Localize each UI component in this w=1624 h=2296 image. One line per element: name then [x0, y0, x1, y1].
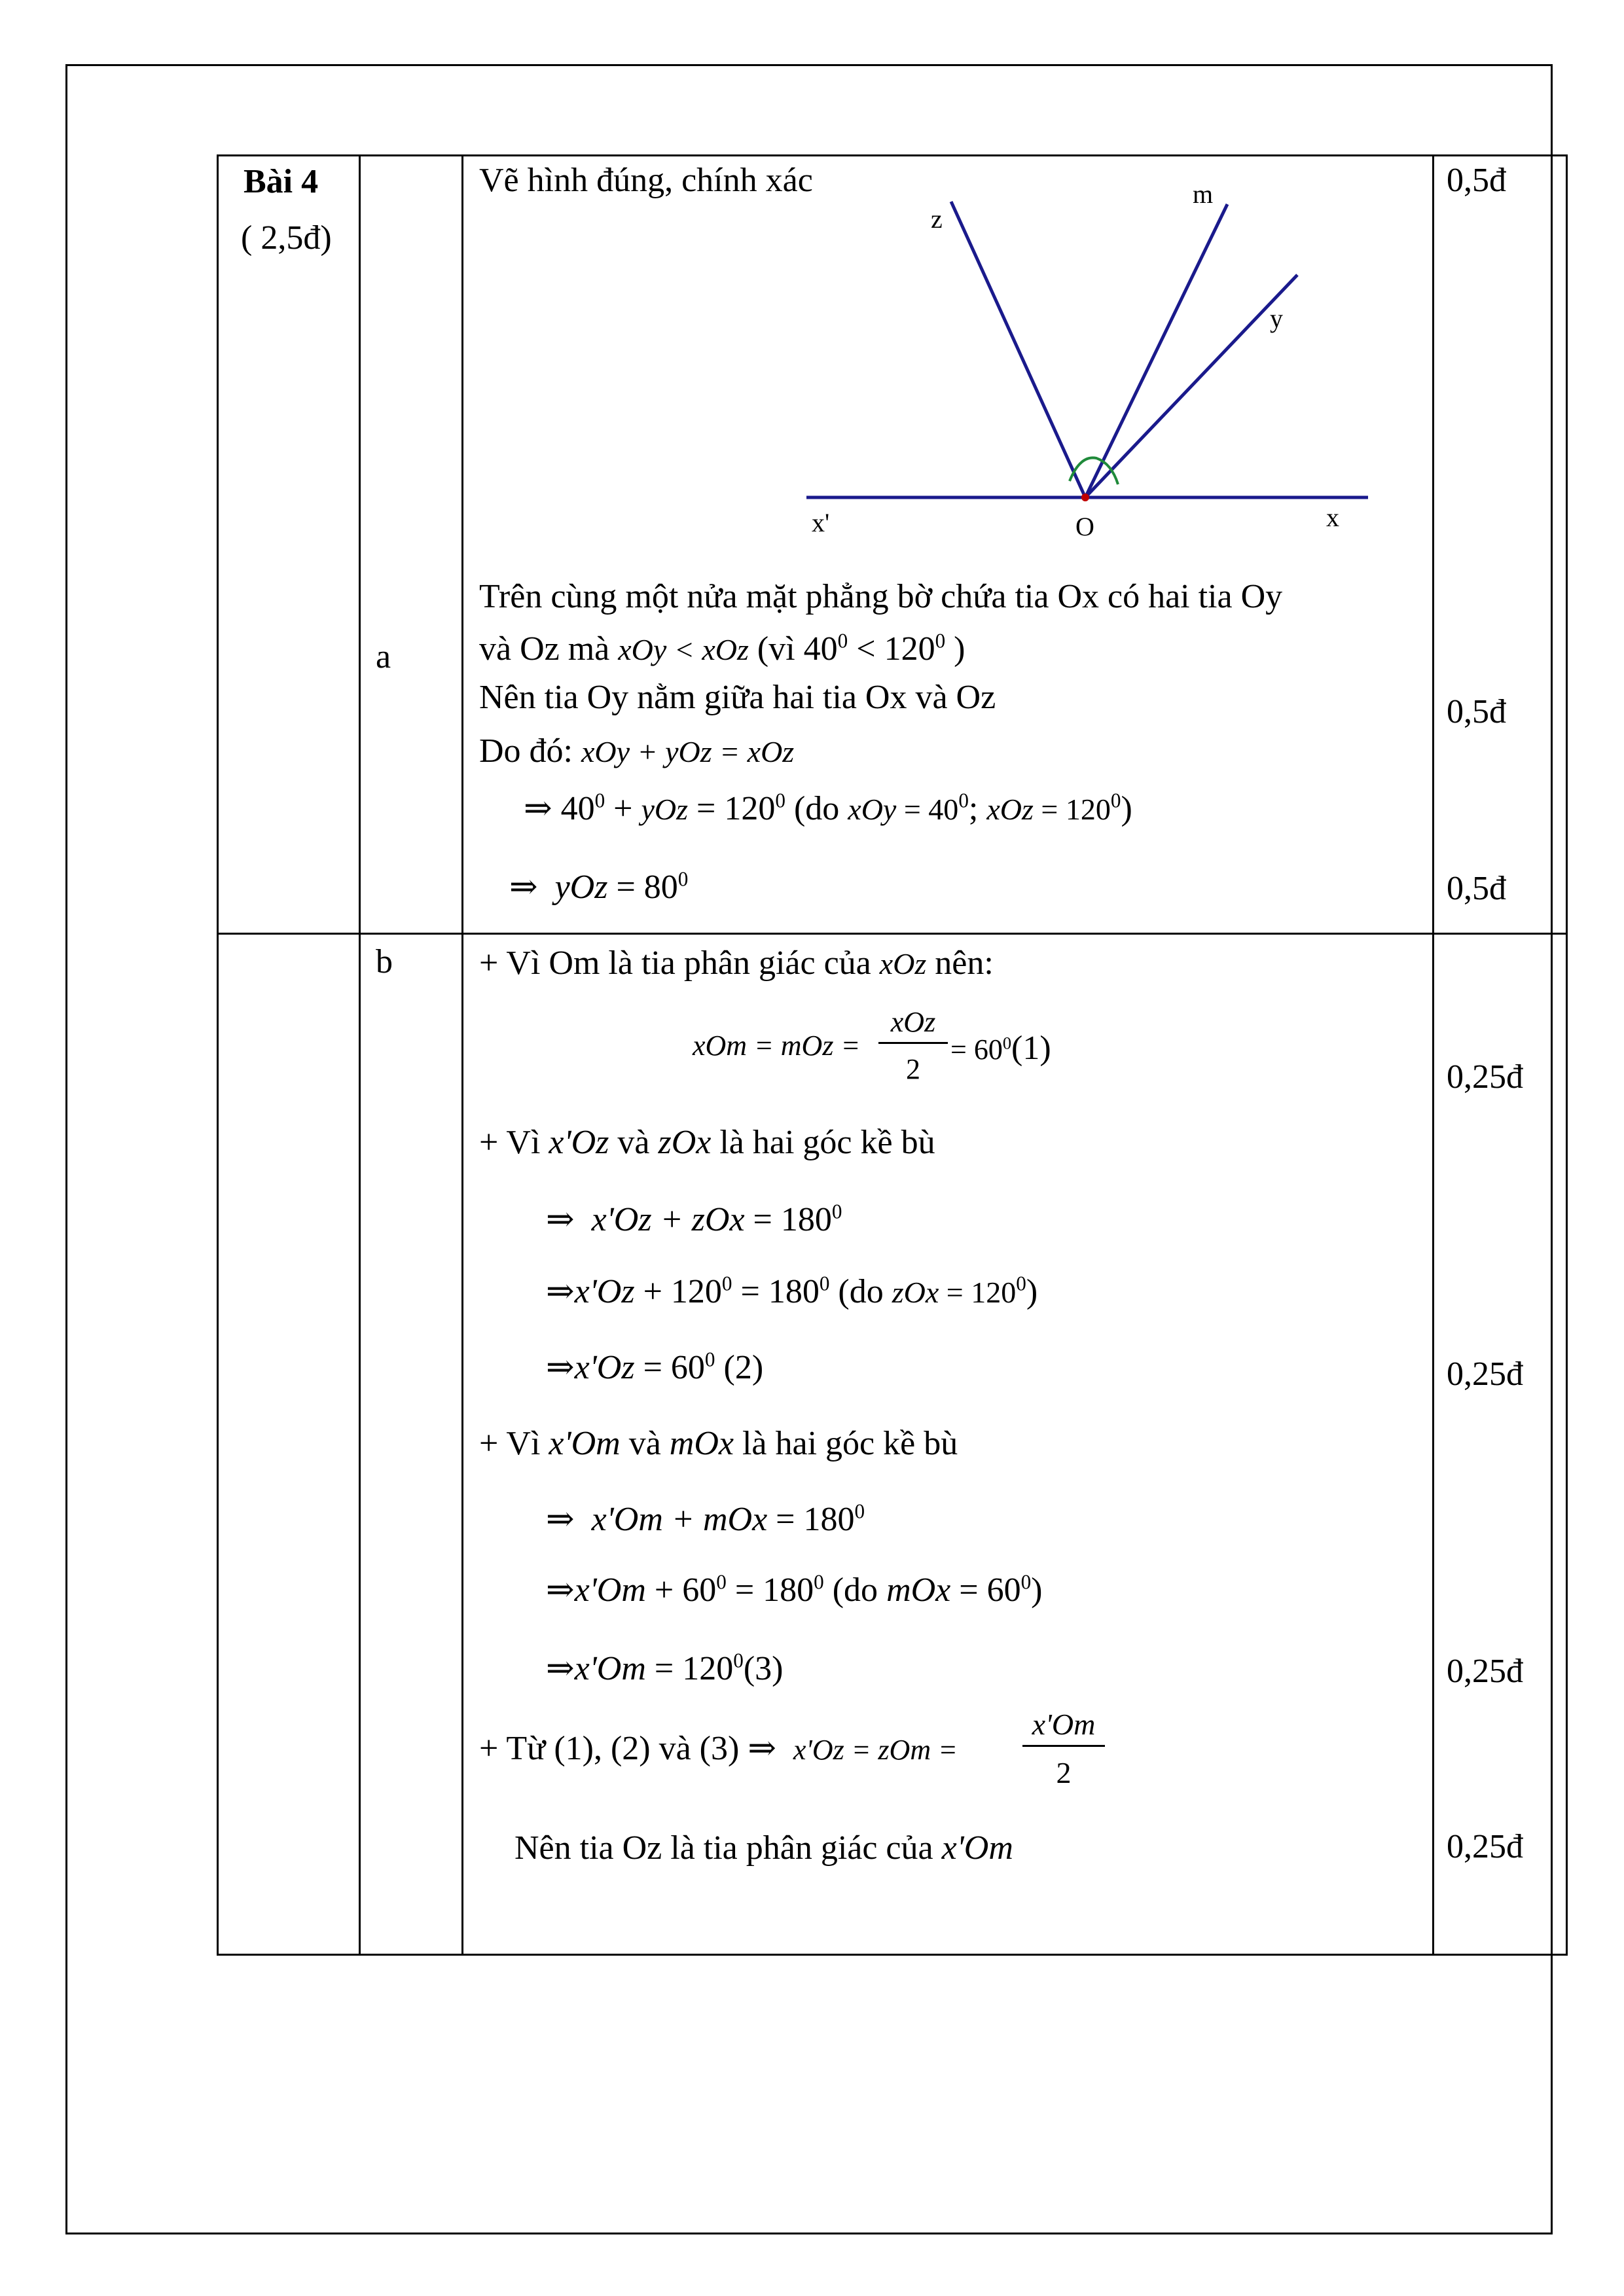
fraction-numerator: xOz: [890, 1006, 936, 1038]
part-a-line2: và Oz mà xOy < xOz (vì $40^0 < 120^0$ ): [479, 629, 965, 668]
point-o: [1081, 493, 1089, 501]
problem-title: Bài 4: [244, 163, 319, 200]
implies-icon: ⇒: [546, 1650, 575, 1687]
part-b-line8: ⇒ x'Om + mOx = $180^0$: [546, 1499, 865, 1538]
part-b-line2-result: = $60^0(1)$: [950, 1030, 1051, 1067]
implies-icon: ⇒: [546, 1571, 575, 1609]
table-top-border: [217, 154, 1568, 156]
label-o: O: [1075, 512, 1094, 541]
label-x-prime: x': [812, 508, 830, 537]
part-a-line4: Do đó: xOy + yOz = xOz: [479, 732, 795, 770]
score-mark: 0,25đ: [1447, 1828, 1523, 1865]
part-a-intro: Vẽ hình đúng, chính xác: [479, 162, 813, 199]
ray-oz: [951, 202, 1085, 497]
part-a-line3: Nên tia Oy nằm giữa hai tia Ox và Oz: [479, 679, 996, 716]
implies-icon: ⇒: [524, 790, 552, 827]
table-col-divider-1: [359, 154, 361, 1956]
part-b-line5: ⇒x'Oz + $120^0 = 180^0$ (do zOx = $120^0$): [546, 1272, 1038, 1310]
part-a-line5: ⇒ $40^0$ + yOz = $120^0$ (do xOy = $40^0$; xOz = $120^0$): [524, 789, 1132, 827]
part-b-line10: ⇒x'Om = $120^0(3)$: [546, 1649, 784, 1687]
table-bottom-border: [217, 1954, 1568, 1956]
table-col-divider-3: [1432, 154, 1434, 1956]
part-b-line12: Nên tia Oz là tia phân giác của x'Om: [514, 1829, 1013, 1867]
fraction-bar: [878, 1042, 948, 1044]
fraction-bar: [1022, 1745, 1105, 1747]
score-mark: 0,25đ: [1447, 1355, 1523, 1393]
fraction-numerator: x'Om: [1032, 1708, 1096, 1741]
implies-icon: ⇒: [546, 1349, 575, 1386]
implies-icon: ⇒: [546, 1201, 575, 1238]
label-z: z: [931, 204, 943, 234]
implies-icon: ⇒: [509, 869, 538, 906]
ray-om: [1085, 204, 1227, 497]
score-mark: 0,5đ: [1447, 870, 1506, 907]
ray-oy: [1085, 275, 1297, 497]
problem-points: ( 2,5đ): [241, 219, 332, 257]
score-mark: 0,5đ: [1447, 693, 1506, 730]
label-m: m: [1193, 190, 1214, 209]
part-a-label: a: [376, 638, 391, 675]
table-row-divider: [217, 933, 1568, 935]
table-left-border: [217, 154, 219, 1956]
implies-icon: ⇒: [748, 1730, 776, 1767]
part-b-line6: ⇒x'Oz = $60^0$ (2): [546, 1348, 764, 1386]
part-a-line6: ⇒ yOz = $80^0$: [509, 867, 689, 906]
implies-icon: ⇒: [546, 1501, 575, 1538]
label-y: y: [1270, 304, 1283, 333]
table-col-divider-2: [461, 154, 463, 1956]
implies-icon: ⇒: [546, 1273, 575, 1310]
table-right-border: [1566, 154, 1568, 1956]
part-b-line1: + Vì Om là tia phân giác của xOz nên:: [479, 944, 994, 982]
part-b-line11: + Từ (1), (2) và (3) ⇒ x'Oz = zOm =: [479, 1730, 958, 1767]
score-mark: 0,5đ: [1447, 162, 1506, 199]
part-b-line7: + Vì x'Om và mOx là hai góc kề bù: [479, 1425, 958, 1462]
score-mark: 0,25đ: [1447, 1653, 1523, 1690]
part-b-line4: ⇒ x'Oz + zOx = $180^0$: [546, 1200, 842, 1238]
score-mark: 0,25đ: [1447, 1058, 1523, 1096]
label-x: x: [1326, 503, 1339, 532]
part-b-line9: ⇒x'Om + $60^0 = 180^0$ (do mOx = $60^0$): [546, 1570, 1043, 1609]
angle-figure: [799, 190, 1388, 556]
part-b-line2: xOm = mOz =: [693, 1030, 861, 1062]
fraction-denominator: 2: [906, 1053, 920, 1085]
part-a-line1: Trên cùng một nửa mặt phẳng bờ chứa tia Ox có hai tia Oy: [479, 578, 1283, 615]
part-b-label: b: [376, 943, 393, 980]
fraction-denominator: 2: [1056, 1756, 1072, 1789]
part-b-line3: + Vì x'Oz và zOx là hai góc kề bù: [479, 1124, 935, 1161]
